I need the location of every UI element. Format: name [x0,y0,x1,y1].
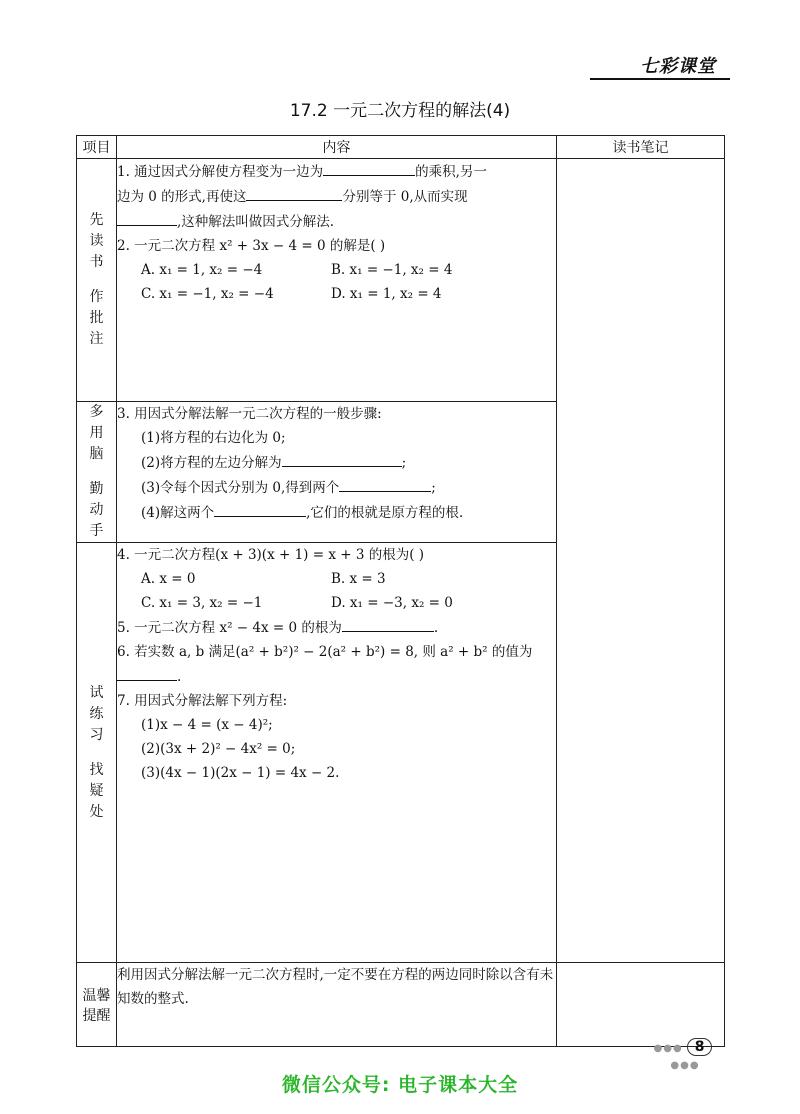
answer-blank[interactable] [342,615,434,632]
option-a: A. x = 0 [141,571,196,587]
options-row [117,282,556,306]
options-row [117,258,556,282]
answer-blank[interactable] [117,209,177,226]
answer-blank[interactable] [117,664,177,681]
section-label-line2: 找疑处 [89,761,104,820]
reminder-text: 利用因式分解法解一元二次方程时,一定不要在方程的两边同时除以含有未知数的整式. [117,963,557,1047]
section-label-reminder [77,963,117,1047]
question-2: 2. 一元二次方程 x² + 3x − 4 = 0 的解是( ) [117,238,386,254]
question-4: 4. 一元二次方程(x + 3)(x + 1) = x + 3 的根为( ) [117,547,425,563]
section-read [77,159,725,402]
step-1: (1)将方程的右边化为 0; [141,430,286,446]
option-c: C. x₁ = 3, x₂ = −1 [141,595,263,611]
answer-blank[interactable] [339,475,431,492]
question-3: 3. 用因式分解法解一元二次方程的一般步骤: [117,406,382,422]
options-row [117,567,556,591]
header-notes: 读书笔记 [557,136,725,159]
brand-logo: 七彩课堂 [640,56,716,77]
option-d: D. x₁ = 1, x₂ = 4 [331,286,442,302]
option-c: C. x₁ = −1, x₂ = −4 [141,286,274,302]
answer-blank[interactable] [246,184,342,201]
answer-blank[interactable] [282,450,402,467]
question-6: 6. 若实数 a, b 满足(a² + b²)² − 2(a² + b²) = 8, 则 a² + b² 的值为 . [117,644,533,685]
option-a: A. x₁ = 1, x₂ = −4 [141,262,263,278]
step-2: (2)将方程的左边分解为 ; [117,450,556,475]
section-label-line1: 试练习 [89,684,104,743]
content-think [117,402,557,543]
dots-icon: ●●● [653,1043,683,1054]
section-label-practice [77,543,117,963]
dots-icon: ●●● [670,1060,700,1071]
step-3: (3)令每个因式分别为 0,得到两个 ; [117,475,556,500]
question-1: 1. 通过因式分解使方程变为一边为 的乘积,另一 边为 0 的形式,再使这 分别等于 0,从而实现 ,这种解法叫做因式分解法. [117,159,556,234]
option-d: D. x₁ = −3, x₂ = 0 [331,595,453,611]
notes-column[interactable] [557,159,725,963]
section-label-read [77,159,117,402]
equation-3: (3)(4x − 1)(2x − 1) = 4x − 2. [141,765,340,781]
section-label-line2: 提醒 [82,1007,111,1024]
section-label-line1: 多用脑 [89,404,104,462]
page-number: ●●● 8●●● [640,1038,730,1060]
content-read [117,159,557,402]
step-4: (4)解这两个 ,它们的根就是原方程的根. [117,500,556,525]
notes-cell-reminder[interactable] [557,963,725,1047]
section-label-line1: 先读书 [89,212,104,270]
section-label-line1: 温馨 [82,987,111,1004]
equation-2: (2)(3x + 2)² − 4x² = 0; [141,741,296,757]
question-5: 5. 一元二次方程 x² − 4x = 0 的根为 . [117,615,556,640]
section-reminder [77,963,725,1047]
answer-blank[interactable] [323,159,415,176]
page-title: 17.2 一元二次方程的解法(4) [289,101,511,121]
content-practice [117,543,557,963]
equation-1: (1)x − 4 = (x − 4)²; [141,717,273,733]
section-label-line2: 勤动手 [89,481,104,539]
answer-blank[interactable] [214,500,306,517]
watermark: 微信公众号: 电子课本大全 [281,1074,519,1096]
section-label-think [77,402,117,543]
option-b: B. x = 3 [331,571,386,587]
option-b: B. x₁ = −1, x₂ = 4 [331,262,453,278]
header-content: 内容 [117,136,557,159]
header-item: 项目 [77,136,117,159]
table-header-row [77,136,725,159]
study-table [76,135,725,1047]
question-7: 7. 用因式分解法解下列方程: [117,693,288,709]
section-label-line2: 作批注 [89,289,104,347]
brand-underline [590,78,730,80]
options-row [117,591,556,615]
